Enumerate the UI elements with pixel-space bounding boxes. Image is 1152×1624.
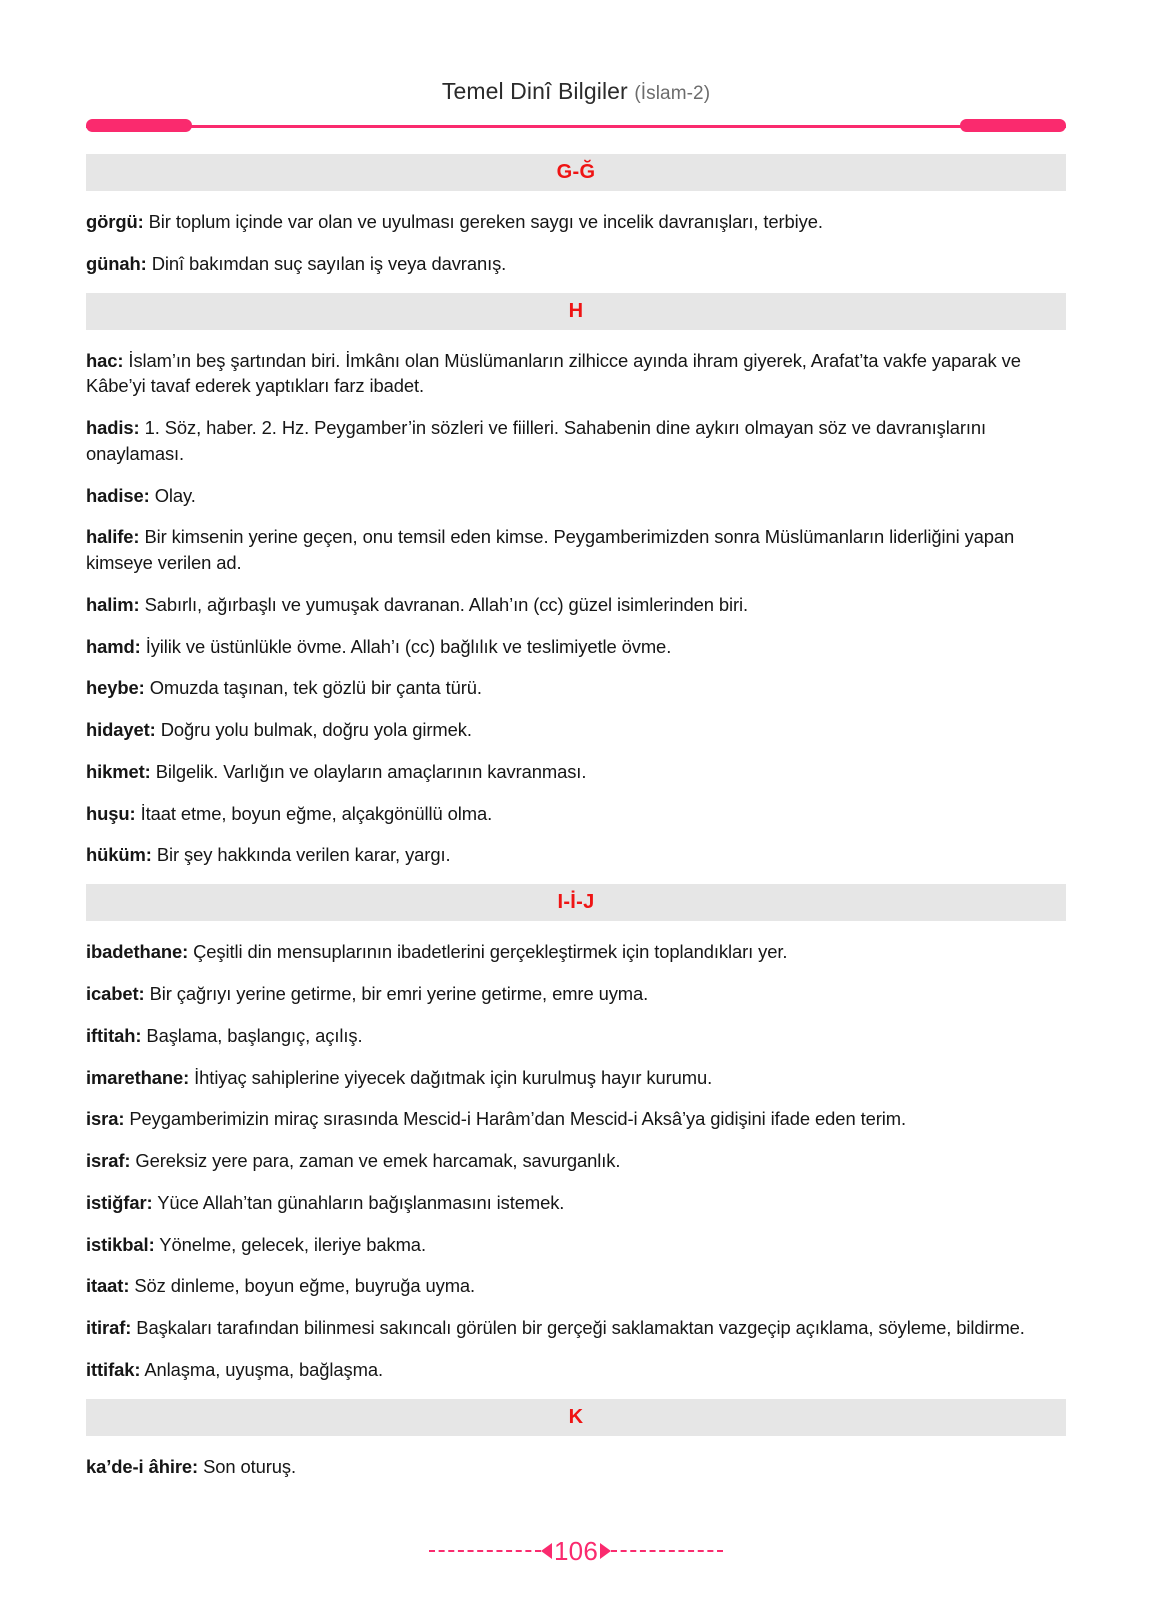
entry-term: halife: bbox=[86, 526, 140, 548]
entry-term: halim: bbox=[86, 593, 140, 615]
section-header-band bbox=[86, 293, 1066, 330]
footer-dashed-line-left bbox=[429, 1550, 541, 1552]
entry-definition: Doğru yolu bulmak, doğru yola girmek. bbox=[155, 719, 472, 741]
entry-term: hikmet: bbox=[86, 760, 151, 782]
entry-term: günah: bbox=[86, 252, 147, 274]
glossary-entry bbox=[86, 592, 1066, 618]
entry-definition: Bilgelik. Varlığın ve olayların amaçlarının kavranması. bbox=[150, 760, 587, 782]
section-entries bbox=[86, 939, 1066, 1382]
header-rule-left-cap bbox=[86, 119, 192, 132]
page-title-subtitle: (İslam-2) bbox=[634, 83, 711, 104]
entry-term: heybe: bbox=[86, 677, 145, 699]
entry-term: imarethane: bbox=[86, 1066, 190, 1088]
glossary-entry bbox=[86, 981, 1066, 1007]
section-header-band bbox=[86, 154, 1066, 191]
glossary-entry bbox=[86, 415, 1066, 467]
entry-term: isra: bbox=[86, 1108, 125, 1130]
entry-definition: Peygamberimizin miraç sırasında Mescid-i Harâm’dan Mescid-i Aksâ’ya gidişini ifade eden terim. bbox=[124, 1108, 906, 1130]
glossary-entry bbox=[86, 759, 1066, 785]
entry-definition: İyilik ve üstünlükle övme. Allah’ı (cc) bağlılık ve teslimiyetle övme. bbox=[140, 635, 672, 657]
entry-term: iftitah: bbox=[86, 1024, 142, 1046]
section-header-band bbox=[86, 884, 1066, 921]
section-letter: K bbox=[568, 1405, 584, 1428]
entry-definition: İtaat etme, boyun eğme, alçakgönüllü olma. bbox=[135, 802, 493, 824]
glossary-content bbox=[86, 154, 1066, 1479]
glossary-entry bbox=[86, 1190, 1066, 1216]
glossary-entry bbox=[86, 1232, 1066, 1258]
entry-definition: Bir kimsenin yerine geçen, onu temsil eden kimse. Peygamberimizden sonra Müslümanların liderliğini yapan kimseye verilen ad. bbox=[86, 526, 1015, 574]
page-header bbox=[86, 0, 1066, 133]
entry-term: ittifak: bbox=[86, 1358, 141, 1380]
entry-term: hadise: bbox=[86, 484, 150, 506]
entry-definition: 1. Söz, haber. 2. Hz. Peygamber’in sözleri ve fiilleri. Sahabenin dine aykırı olmayan söz ve davranışlarını onaylaması. bbox=[86, 417, 987, 464]
entry-term: hamd: bbox=[86, 635, 141, 657]
section-entries bbox=[86, 1454, 1066, 1480]
glossary-entry bbox=[86, 801, 1066, 827]
entry-term: ka’de-i âhire: bbox=[86, 1455, 199, 1477]
entry-definition: Söz dinleme, boyun eğme, buyruğa uyma. bbox=[129, 1275, 476, 1297]
entry-term: hüküm: bbox=[86, 844, 152, 866]
triangle-right-icon bbox=[600, 1543, 611, 1559]
page-number: 106 bbox=[554, 1536, 598, 1566]
glossary-entry bbox=[86, 842, 1066, 868]
glossary-entry bbox=[86, 634, 1066, 660]
glossary-entry bbox=[86, 1315, 1066, 1341]
glossary-entry bbox=[86, 1454, 1066, 1480]
section-letter: G-Ğ bbox=[556, 161, 596, 183]
entry-term: hadis: bbox=[86, 417, 140, 439]
page-title bbox=[86, 78, 1066, 105]
triangle-left-icon bbox=[541, 1543, 552, 1559]
entry-definition: Olay. bbox=[149, 484, 196, 506]
section-letter: I-İ-J bbox=[557, 891, 595, 914]
entry-term: görgü: bbox=[86, 211, 144, 232]
entry-term: ibadethane: bbox=[86, 941, 189, 963]
entry-term: istikbal: bbox=[86, 1233, 155, 1255]
header-rule-line bbox=[86, 125, 1066, 128]
entry-definition: Bir çağrıyı yerine getirme, bir emri yerine getirme, emre uyma. bbox=[144, 983, 649, 1005]
section-header-band bbox=[86, 1399, 1066, 1436]
entry-definition: Anlaşma, uyuşma, bağlaşma. bbox=[140, 1358, 384, 1380]
entry-term: hidayet: bbox=[86, 719, 156, 741]
entry-term: itiraf: bbox=[86, 1317, 132, 1339]
glossary-entry bbox=[86, 1148, 1066, 1174]
entry-term: hac: bbox=[86, 349, 124, 371]
page-number-ornament bbox=[429, 1538, 723, 1564]
entry-definition: İhtiyaç sahiplerine yiyecek dağıtmak için kurulmuş hayır kurumu. bbox=[189, 1066, 713, 1088]
entry-definition: Yüce Allah’tan günahların bağışlanmasını istemek. bbox=[152, 1191, 565, 1213]
page-title-main: Temel Dinî Bilgiler bbox=[441, 78, 628, 104]
entry-term: icabet: bbox=[86, 983, 145, 1005]
footer-dashed-line-right bbox=[611, 1550, 723, 1552]
entry-term: huşu: bbox=[86, 802, 136, 824]
entry-definition: Yönelme, gelecek, ileriye bakma. bbox=[154, 1233, 426, 1255]
glossary-entry bbox=[86, 1106, 1066, 1132]
header-rule-right-cap bbox=[960, 119, 1066, 132]
section-letter: H bbox=[568, 299, 584, 322]
entry-term: israf: bbox=[86, 1150, 131, 1172]
entry-definition: Bir şey hakkında verilen karar, yargı. bbox=[151, 844, 451, 866]
glossary-entry bbox=[86, 209, 1066, 235]
glossary-entry bbox=[86, 251, 1066, 277]
glossary-entry bbox=[86, 717, 1066, 743]
glossary-entry bbox=[86, 675, 1066, 701]
glossary-entry bbox=[86, 1273, 1066, 1299]
entry-definition: Başkaları tarafından bilinmesi sakıncalı görülen bir gerçeği saklamaktan vazgeçip açıklama, söyleme, bildirme. bbox=[131, 1317, 1025, 1339]
section-entries bbox=[86, 209, 1066, 277]
glossary-entry bbox=[86, 1023, 1066, 1049]
glossary-entry bbox=[86, 524, 1066, 576]
entry-definition: İslam’ın beş şartından biri. İmkânı olan Müslümanların zilhicce ayında ihram giyerek, Arafat’ta vakfe yaparak ve Kâbe’yi tavaf ederek yaptıkları farz ibadet. bbox=[86, 349, 1021, 397]
section-entries bbox=[86, 348, 1066, 869]
header-decorative-rule bbox=[86, 119, 1066, 133]
entry-definition: Son oturuş. bbox=[198, 1455, 297, 1477]
glossary-entry bbox=[86, 483, 1066, 509]
entry-definition: Başlama, başlangıç, açılış. bbox=[141, 1024, 363, 1046]
glossary-entry bbox=[86, 939, 1066, 965]
entry-definition: Omuzda taşınan, tek gözlü bir çanta türü. bbox=[144, 677, 482, 699]
page-footer bbox=[0, 1538, 1152, 1564]
entry-term: istiğfar: bbox=[86, 1191, 153, 1213]
glossary-entry bbox=[86, 1357, 1066, 1383]
glossary-entry bbox=[86, 1065, 1066, 1091]
glossary-entry bbox=[86, 348, 1066, 400]
entry-definition: Sabırlı, ağırbaşlı ve yumuşak davranan. Allah’ın (cc) güzel isimlerinden biri. bbox=[139, 593, 749, 615]
entry-definition: Gereksiz yere para, zaman ve emek harcamak, savurganlık. bbox=[130, 1150, 621, 1172]
entry-definition: Çeşitli din mensuplarının ibadetlerini gerçekleştirmek için toplandıkları yer. bbox=[188, 941, 788, 963]
entry-definition: Bir toplum içinde var olan ve uyulması gereken saygı ve incelik davranışları, terbiye. bbox=[143, 211, 823, 232]
entry-term: itaat: bbox=[86, 1275, 130, 1297]
entry-definition: Dinî bakımdan suç sayılan iş veya davranış. bbox=[146, 252, 507, 274]
